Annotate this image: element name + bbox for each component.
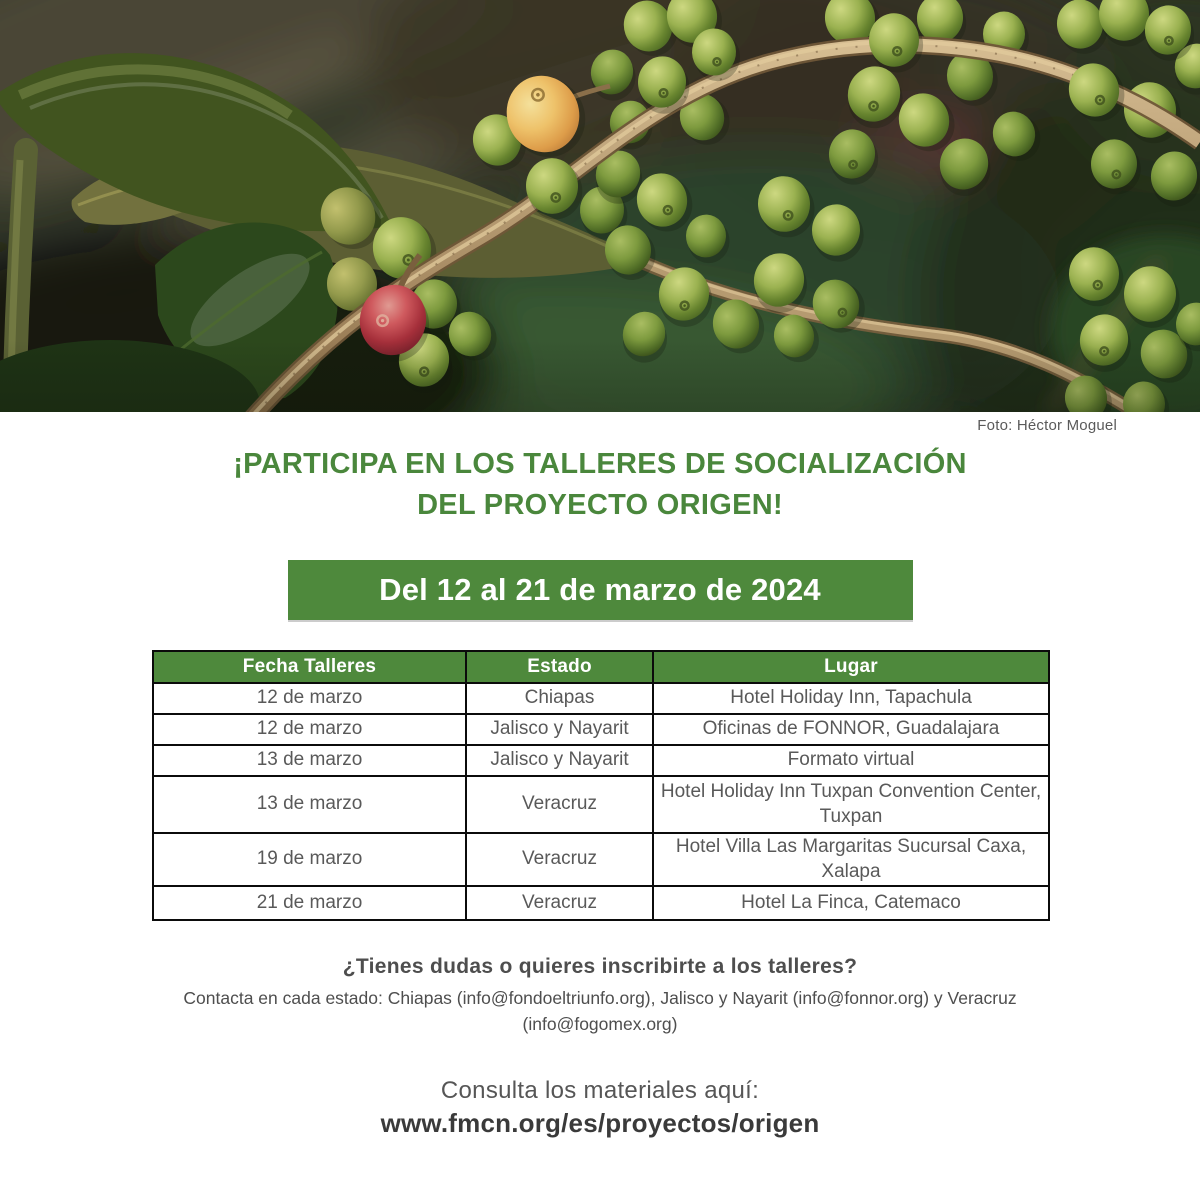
table-cell: Jalisco y Nayarit xyxy=(466,745,653,776)
table-cell: Formato virtual xyxy=(653,745,1049,776)
headline-line1: ¡PARTICIPA EN LOS TALLERES DE SOCIALIZACIÓN xyxy=(233,448,967,480)
table-cell: 21 de marzo xyxy=(153,886,466,920)
table-header-row xyxy=(153,651,1049,683)
table-cell: 13 de marzo xyxy=(153,776,466,833)
table-header-cell: Fecha Talleres xyxy=(153,651,466,683)
photo-credit: Foto: Héctor Moguel xyxy=(977,417,1117,434)
table-cell: 12 de marzo xyxy=(153,683,466,714)
table-row xyxy=(153,745,1049,776)
table-cell: 13 de marzo xyxy=(153,745,466,776)
table-row xyxy=(153,833,1049,886)
table-cell: Hotel Holiday Inn, Tapachula xyxy=(653,683,1049,714)
page-title xyxy=(0,444,1200,526)
table-header-cell: Estado xyxy=(466,651,653,683)
table-header-cell: Lugar xyxy=(653,651,1049,683)
schedule-table-wrap xyxy=(152,650,1048,921)
contact-line1: Contacta en cada estado: Chiapas (info@fondoeltriunfo.org), Jalisco y Nayarit (info@fonnor.org) y Veracruz xyxy=(183,988,1017,1009)
table-cell: Hotel Holiday Inn Tuxpan Convention Center, Tuxpan xyxy=(653,776,1049,833)
table-cell: 19 de marzo xyxy=(153,833,466,886)
table-row xyxy=(153,683,1049,714)
headline-line2: DEL PROYECTO ORIGEN! xyxy=(417,489,783,521)
materials-intro: Consulta los materiales aquí: xyxy=(440,1077,760,1105)
table-row xyxy=(153,776,1049,833)
table-row xyxy=(153,714,1049,745)
contact-info xyxy=(0,985,1200,1037)
materials-url[interactable]: www.fmcn.org/es/proyectos/origen xyxy=(380,1108,820,1139)
table-cell: Hotel Villa Las Margaritas Sucursal Caxa, Xalapa xyxy=(653,833,1049,886)
table-cell: Jalisco y Nayarit xyxy=(466,714,653,745)
table-cell: Chiapas xyxy=(466,683,653,714)
contact-question: ¿Tienes dudas o quieres inscribirte a los talleres? xyxy=(342,955,858,979)
schedule-table xyxy=(152,650,1050,921)
table-row xyxy=(153,886,1049,920)
contact-line2: (info@fogomex.org) xyxy=(522,1014,678,1035)
table-cell: 12 de marzo xyxy=(153,714,466,745)
table-cell: Oficinas de FONNOR, Guadalajara xyxy=(653,714,1049,745)
table-cell: Veracruz xyxy=(466,833,653,886)
date-banner: Del 12 al 21 de marzo de 2024 xyxy=(288,560,913,622)
table-cell: Veracruz xyxy=(466,886,653,920)
table-cell: Hotel La Finca, Catemaco xyxy=(653,886,1049,920)
coffee-photo xyxy=(0,0,1200,412)
table-cell: Veracruz xyxy=(466,776,653,833)
